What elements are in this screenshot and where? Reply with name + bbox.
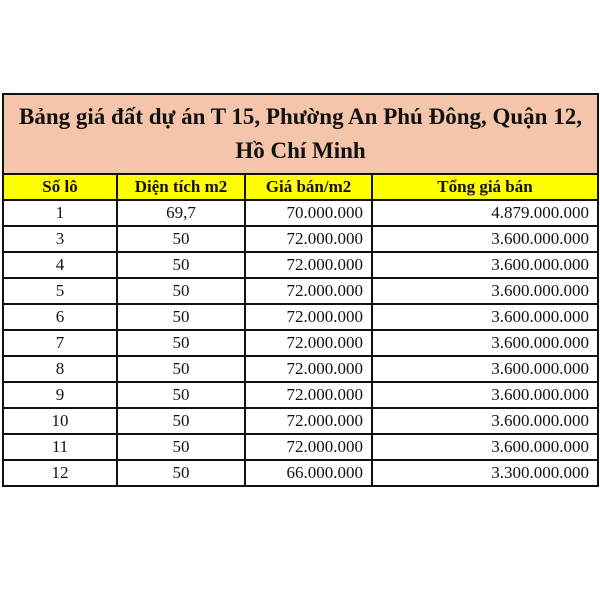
area-cell: 50 xyxy=(117,408,245,434)
lot-cell: 5 xyxy=(3,278,117,304)
table-row xyxy=(3,200,598,226)
area-cell: 50 xyxy=(117,278,245,304)
area-cell: 50 xyxy=(117,434,245,460)
unit-price-cell: 72.000.000 xyxy=(245,382,372,408)
table-row xyxy=(3,330,598,356)
lot-cell: 7 xyxy=(3,330,117,356)
total-price-cell: 3.600.000.000 xyxy=(372,434,598,460)
price-table xyxy=(2,93,599,487)
unit-price-cell: 72.000.000 xyxy=(245,304,372,330)
total-price-cell: 3.600.000.000 xyxy=(372,356,598,382)
total-price-cell: 3.600.000.000 xyxy=(372,278,598,304)
column-header-total-price: Tổng giá bán xyxy=(372,174,598,200)
total-price-cell: 3.600.000.000 xyxy=(372,408,598,434)
unit-price-cell: 72.000.000 xyxy=(245,408,372,434)
lot-cell: 6 xyxy=(3,304,117,330)
table-row xyxy=(3,226,598,252)
lot-cell: 12 xyxy=(3,460,117,486)
column-header-area: Diện tích m2 xyxy=(117,174,245,200)
unit-price-cell: 72.000.000 xyxy=(245,434,372,460)
area-cell: 50 xyxy=(117,252,245,278)
unit-price-cell: 72.000.000 xyxy=(245,278,372,304)
lot-cell: 10 xyxy=(3,408,117,434)
area-cell: 50 xyxy=(117,226,245,252)
lot-cell: 9 xyxy=(3,382,117,408)
column-header-unit-price: Giá bán/m2 xyxy=(245,174,372,200)
lot-cell: 3 xyxy=(3,226,117,252)
table-row xyxy=(3,460,598,486)
lot-cell: 11 xyxy=(3,434,117,460)
area-cell: 50 xyxy=(117,356,245,382)
table-row xyxy=(3,252,598,278)
table-row xyxy=(3,434,598,460)
unit-price-cell: 66.000.000 xyxy=(245,460,372,486)
table-row xyxy=(3,278,598,304)
total-price-cell: 4.879.000.000 xyxy=(372,200,598,226)
total-price-cell: 3.600.000.000 xyxy=(372,330,598,356)
lot-cell: 4 xyxy=(3,252,117,278)
unit-price-cell: 70.000.000 xyxy=(245,200,372,226)
total-price-cell: 3.600.000.000 xyxy=(372,226,598,252)
unit-price-cell: 72.000.000 xyxy=(245,226,372,252)
lot-cell: 1 xyxy=(3,200,117,226)
area-cell: 50 xyxy=(117,382,245,408)
unit-price-cell: 72.000.000 xyxy=(245,330,372,356)
area-cell: 50 xyxy=(117,330,245,356)
total-price-cell: 3.600.000.000 xyxy=(372,304,598,330)
lot-cell: 8 xyxy=(3,356,117,382)
table-row xyxy=(3,408,598,434)
table-row xyxy=(3,304,598,330)
total-price-cell: 3.600.000.000 xyxy=(372,252,598,278)
column-header-lot: Số lô xyxy=(3,174,117,200)
total-price-cell: 3.600.000.000 xyxy=(372,382,598,408)
table-title: Bảng giá đất dự án T 15, Phường An Phú Đông, Quận 12, Hồ Chí Minh xyxy=(3,94,598,174)
total-price-cell: 3.300.000.000 xyxy=(372,460,598,486)
area-cell: 50 xyxy=(117,304,245,330)
area-cell: 50 xyxy=(117,460,245,486)
area-cell: 69,7 xyxy=(117,200,245,226)
unit-price-cell: 72.000.000 xyxy=(245,252,372,278)
unit-price-cell: 72.000.000 xyxy=(245,356,372,382)
table-row xyxy=(3,382,598,408)
header-row xyxy=(3,174,598,200)
table-row xyxy=(3,356,598,382)
